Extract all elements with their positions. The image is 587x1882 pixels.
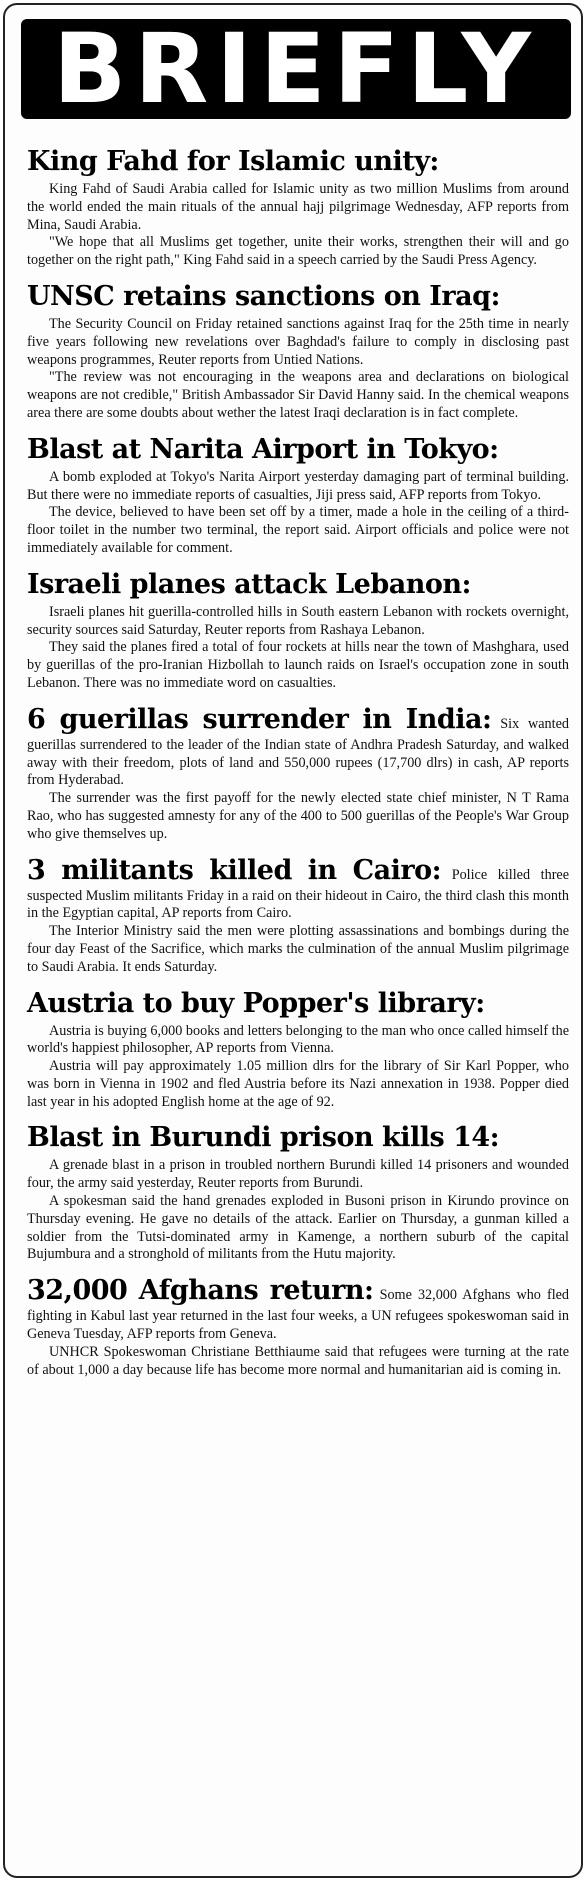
story-paragraph: King Fahd of Saudi Arabia called for Islamic unity as two million Muslims from around the world ended the main rituals of the annual hajj pilgrimage Wednesday, AFP reports from Mina, Saudi Arabia. [27,181,569,233]
story-israeli-planes [27,568,569,693]
story-headline: Blast at Narita Airport in Tokyo: [27,433,499,465]
story-paragraph: The Security Council on Friday retained sanctions against Iraq for the 25th time in nearly five years following new revelations over Baghdad's failure to comply in disclosing past weapons programmes, Reuter reports from Untied Nations. [27,315,569,368]
story-paragraph: UNHCR Spokeswoman Christiane Betthiaume said that refugees were turning at the rate of about 1,000 a day because life has become more normal and humanitarian aid is coming in. [27,1343,569,1378]
story-lead-word: Some 32,000 [379,1287,457,1304]
story-headline: 6 guerillas surrender in India: [27,703,492,735]
story-paragraph: Afghans who fled fighting in Kabul last year returned in the last four weeks, a UN refugees spokeswoman said in Geneva Tuesday, AFP reports from Geneva. [27,1287,570,1343]
story-list [27,145,569,1389]
story-paragraph: A grenade blast in a prison in troubled northern Burundi killed 14 prisoners and wounded four, the army said yesterday, Reuter reports from Burundi. [27,1157,569,1192]
story-headline: Austria to buy Popper's library: [27,987,485,1019]
story-headline: 3 militants killed in Cairo: [27,854,442,886]
story-lead-word: Police [451,866,488,883]
story-paragraph: wanted guerillas surrendered to the leader of the Indian state of Andhra Pradesh Saturday, and walked away with their freedom, plots of land and 550,000 rupees (17,700 dlrs) in cash, AP reports from Hyderabad. [27,715,569,789]
story-paragraph: The device, believed to have been set off by a timer, made a hole in the ceiling of a third-floor toilet in the number two terminal, the report said. Airport officials and police were not immediately available for comment. [27,504,569,556]
clipping-frame [3,3,583,1878]
story-paragraph: Austria is buying 6,000 books and letters belonging to the man who once called himself the world's happiest philosopher, AP reports from Vienna. [27,1022,569,1057]
story-headline: King Fahd for Islamic unity: [27,146,439,177]
story-headline: Israeli planes attack Lebanon: [27,568,471,600]
story-king-fahd [27,145,569,270]
story-headline: Blast in Burundi prison kills 14: [27,1122,500,1154]
story-afghans-return [27,1274,569,1379]
story-paragraph: A bomb exploded at Tokyo's Narita Airport yesterday damaging part of terminal building. But there were no immediate reports of casualties, Jiji press said, AFP reports from Tokyo. [27,468,569,503]
story-paragraph: Israeli planes hit guerilla-controlled hills in South eastern Lebanon with rockets overnight, security sources said Saturday, Reuter reports from Rashaya Lebanon. [27,603,569,638]
briefly-banner [21,13,571,125]
story-unsc-iraq [27,280,569,423]
banner-title: BRIEFLY [53,13,539,125]
story-paragraph: killed three suspected Muslim militants Friday in a raid on their hideout in Cairo, the third clash this month in the Egyptian capital, AP reports from Cairo. [27,866,570,922]
story-burundi-prison [27,1121,569,1264]
story-headline: UNSC retains sanctions on Iraq: [27,280,500,312]
story-paragraph: "We hope that all Muslims get together, unite their works, strengthen their will and go together on the right path," King Fahd said in a speech carried by the Saudi Press Agency. [27,234,569,269]
story-paragraph: A spokesman said the hand grenades exploded in Busoni prison in Kirundo province on Thursday evening. He gave no details of the attack. Earlier on Thursday, a gunman killed a soldier from the Tutsi-dominated army in Kamenge, a northern suburb of the capital Bujumbura and a stronghold of militants from the Hutu majority. [27,1193,569,1263]
story-paragraph: "The review was not encouraging in the weapons area and declarations on biological weapons are not credible," British Ambassador Sir David Hanny said. In the chemical weapons area there are some doubts about wether the latest Iraqi declaration is in fact complete. [27,369,569,421]
story-cairo-militants [27,854,569,977]
story-paragraph: They said the planes fired a total of four rockets at hills near the town of Mashghara, used by guerillas of the pro-Iranian Hizbollah to launch raids on Israel's occupation zone in south Lebanon. There was no immediate word on casualties. [27,639,569,691]
story-narita-blast [27,433,569,558]
story-india-guerillas [27,703,569,844]
story-popper-library [27,987,569,1112]
story-paragraph: The Interior Ministry said the men were plotting assassinations and bombings during the four day Feast of the Sacrifice, which marks the culmination of the annual Muslim pilgrimage to Saudi Arabia. It ends Saturday. [27,923,569,975]
story-lead-word: Six [500,715,520,732]
story-paragraph: Austria will pay approximately 1.05 million dlrs for the library of Sir Karl Popper, who was born in Vienna in 1902 and fled Austria before its Nazi annexation in 1938. Popper died last year in his adopted English home at the age of 92. [27,1058,569,1110]
story-paragraph: The surrender was the first payoff for the newly elected state chief minister, N T Rama Rao, who has suggested amnesty for any of the 400 to 500 guerillas of the People's War Group who give themselves up. [27,790,569,842]
story-headline: 32,000 Afghans return: [27,1275,374,1307]
